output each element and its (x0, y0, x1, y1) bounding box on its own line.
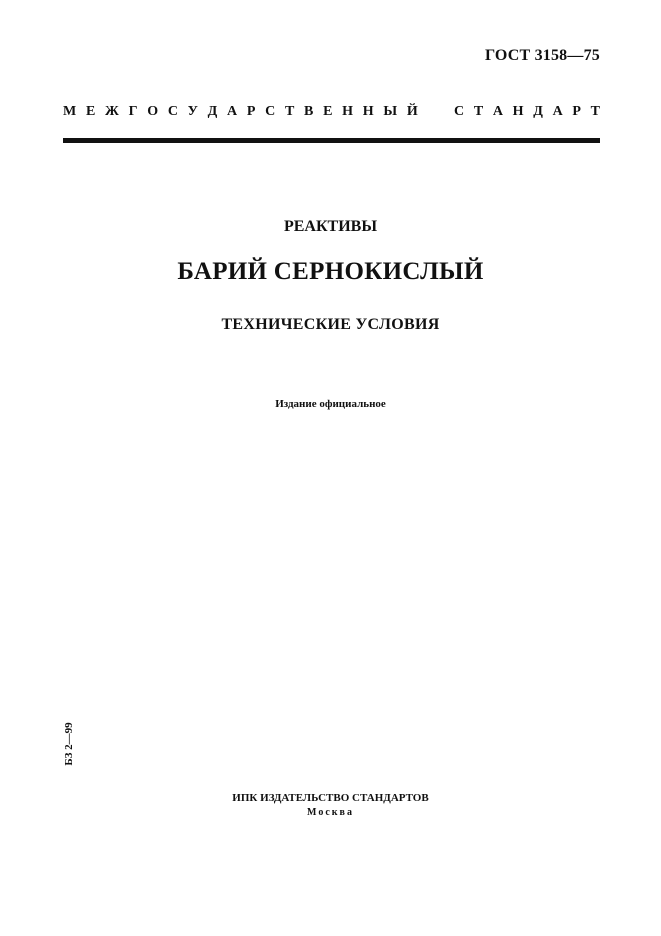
standard-type-word: М Е Ж Г О С У Д А Р С Т В Е Н Н Ы Й (63, 104, 418, 119)
document-group-title: РЕАКТИВЫ (283, 218, 378, 235)
publisher-city: Москва (307, 807, 354, 818)
document-subtitle: ТЕХНИЧЕСКИЕ УСЛОВИЯ (221, 316, 440, 333)
side-index-text: БЗ 2—99 (63, 722, 75, 766)
standard-type-word: С Т А Н Д А Р Т (454, 104, 600, 119)
standard-type-heading (63, 104, 600, 120)
standard-number: ГОСТ 3158—75 (484, 47, 600, 64)
document-main-title: БАРИЙ СЕРНОКИСЛЫЙ (177, 258, 484, 285)
publisher-name: ИПК ИЗДАТЕЛЬСТВО СТАНДАРТОВ (232, 792, 429, 804)
header-rule (63, 138, 600, 143)
edition-note: Издание официальное (275, 398, 386, 410)
side-index-mark (63, 719, 75, 769)
